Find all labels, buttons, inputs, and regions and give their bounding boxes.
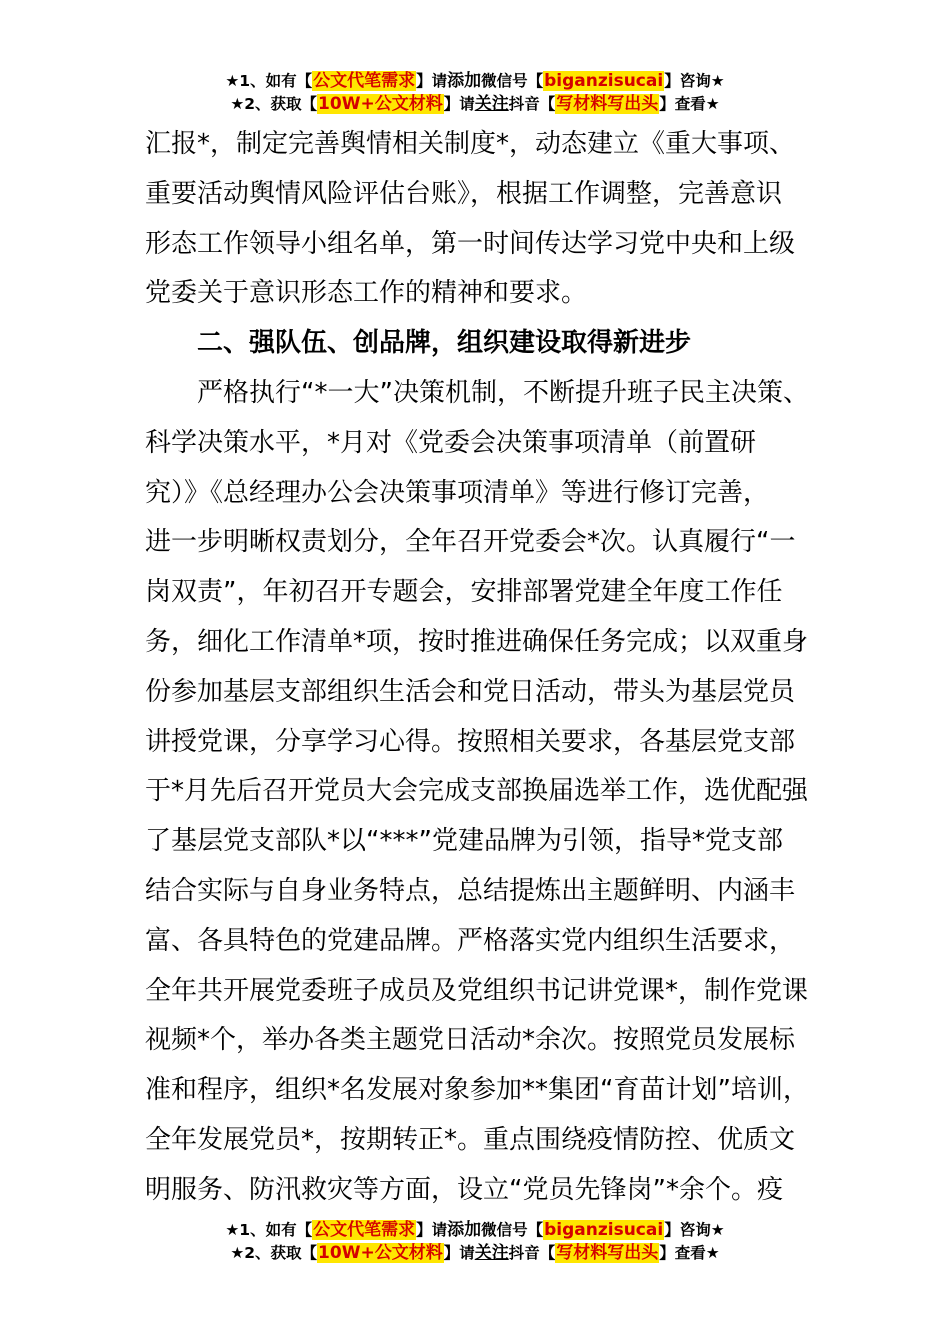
text-line: 务，细化工作清单*项，按时推进确保任务完成；以双重身 (145, 626, 809, 657)
banner-text: ★1、如有【 (225, 1221, 313, 1239)
text-line: 进一步明晰权责划分，全年召开党委会*次。认真履行“一 (145, 527, 796, 558)
text-line: 视频*个，举办各类主题党日活动*余次。按照党员发展标 (145, 1025, 796, 1056)
header-banner (0, 70, 950, 116)
banner-text: 抖音【 (508, 1244, 556, 1262)
text-line: 于*月先后召开党员大会完成支部换届选举工作，选优配强 (145, 776, 809, 807)
banner-text: 】请 (416, 72, 448, 90)
text-line: 准和程序，组织*名发展对象参加**集团“育苗计划”培训， (145, 1075, 809, 1106)
text-line: 重要活动舆情风险评估台账》，根据工作调整，完善意识 (145, 178, 783, 209)
text-line: 讲授党课，分享学习心得。按照相关要求，各基层党支部 (145, 726, 796, 757)
banner-highlight: biganzisucai (544, 1220, 664, 1240)
banner-highlight: 公文代笔需求 (313, 71, 416, 91)
banner-text: 】请 (416, 1221, 448, 1239)
banner-highlight: 写材料写出头 (556, 94, 659, 114)
banner-emphasis: 添加 (447, 71, 482, 91)
banner-text: 】咨询★ (664, 1221, 725, 1239)
text-line: 全年发展党员*，按期转正*。重点围绕疫情防控、优质文 (145, 1124, 796, 1155)
banner-text: 微信号【 (481, 72, 544, 90)
banner-text: ★2、获取【 (230, 95, 318, 113)
banner-text: 抖音【 (508, 95, 556, 113)
banner-text: 微信号【 (481, 1221, 544, 1239)
text-line: 究）》《总经理办公会决策事项清单》等进行修订完善， (145, 477, 770, 508)
banner-highlight: 10W+公文材料 (318, 94, 443, 114)
banner-text: 】请 (443, 95, 475, 113)
banner-line-2 (0, 93, 950, 116)
banner-highlight: 公文代笔需求 (313, 1220, 416, 1240)
text-line: 科学决策水平，*月对《党委会决策事项清单（前置研 (145, 427, 757, 458)
banner-text: 】查看★ (659, 1244, 720, 1262)
text-line: 全年共开展党委班子成员及党组织书记讲党课*，制作党课 (145, 975, 809, 1006)
banner-highlight: biganzisucai (544, 71, 664, 91)
banner-line-1 (0, 1219, 950, 1242)
banner-emphasis: 关注 (474, 94, 509, 114)
banner-text: 】请 (443, 1244, 475, 1262)
text-line: 结合实际与自身业务特点，总结提炼出主题鲜明、内涵丰 (145, 875, 796, 906)
text-line: 严格执行“*一大”决策机制，不断提升班子民主决策、 (145, 377, 809, 408)
text-line: 明服务、防汛救灾等方面，设立“党员先锋岗”*余个。疫 (145, 1174, 783, 1205)
text-line: 形态工作领导小组名单，第一时间传达学习党中央和上级 (145, 228, 796, 259)
document-body (145, 120, 835, 1216)
banner-line-1 (0, 70, 950, 93)
banner-text: ★2、获取【 (230, 1244, 318, 1262)
banner-text: ★1、如有【 (225, 72, 313, 90)
banner-highlight: 10W+公文材料 (318, 1243, 443, 1263)
banner-emphasis: 添加 (447, 1220, 482, 1240)
banner-text: 】咨询★ (664, 72, 725, 90)
banner-text: 】查看★ (659, 95, 720, 113)
text-line: 汇报*，制定完善舆情相关制度*，动态建立《重大事项、 (145, 129, 796, 159)
text-line: 份参加基层支部组织生活会和党日活动，带头为基层党员 (145, 676, 796, 707)
banner-emphasis: 关注 (474, 1243, 509, 1263)
text-line: 岗双责”，年初召开专题会，安排部署党建全年度工作任 (145, 577, 783, 608)
section-heading: 二、强队伍、创品牌，组织建设取得新进步 (197, 328, 692, 359)
text-line: 党委关于意识形态工作的精神和要求。 (145, 278, 588, 309)
text-line: 了基层党支部队*以“***”党建品牌为引领，指导*党支部 (145, 826, 783, 857)
text-line: 富、各具特色的党建品牌。严格落实党内组织生活要求， (145, 925, 796, 956)
footer-banner (0, 1219, 950, 1265)
banner-highlight: 写材料写出头 (556, 1243, 659, 1263)
banner-line-2 (0, 1242, 950, 1265)
